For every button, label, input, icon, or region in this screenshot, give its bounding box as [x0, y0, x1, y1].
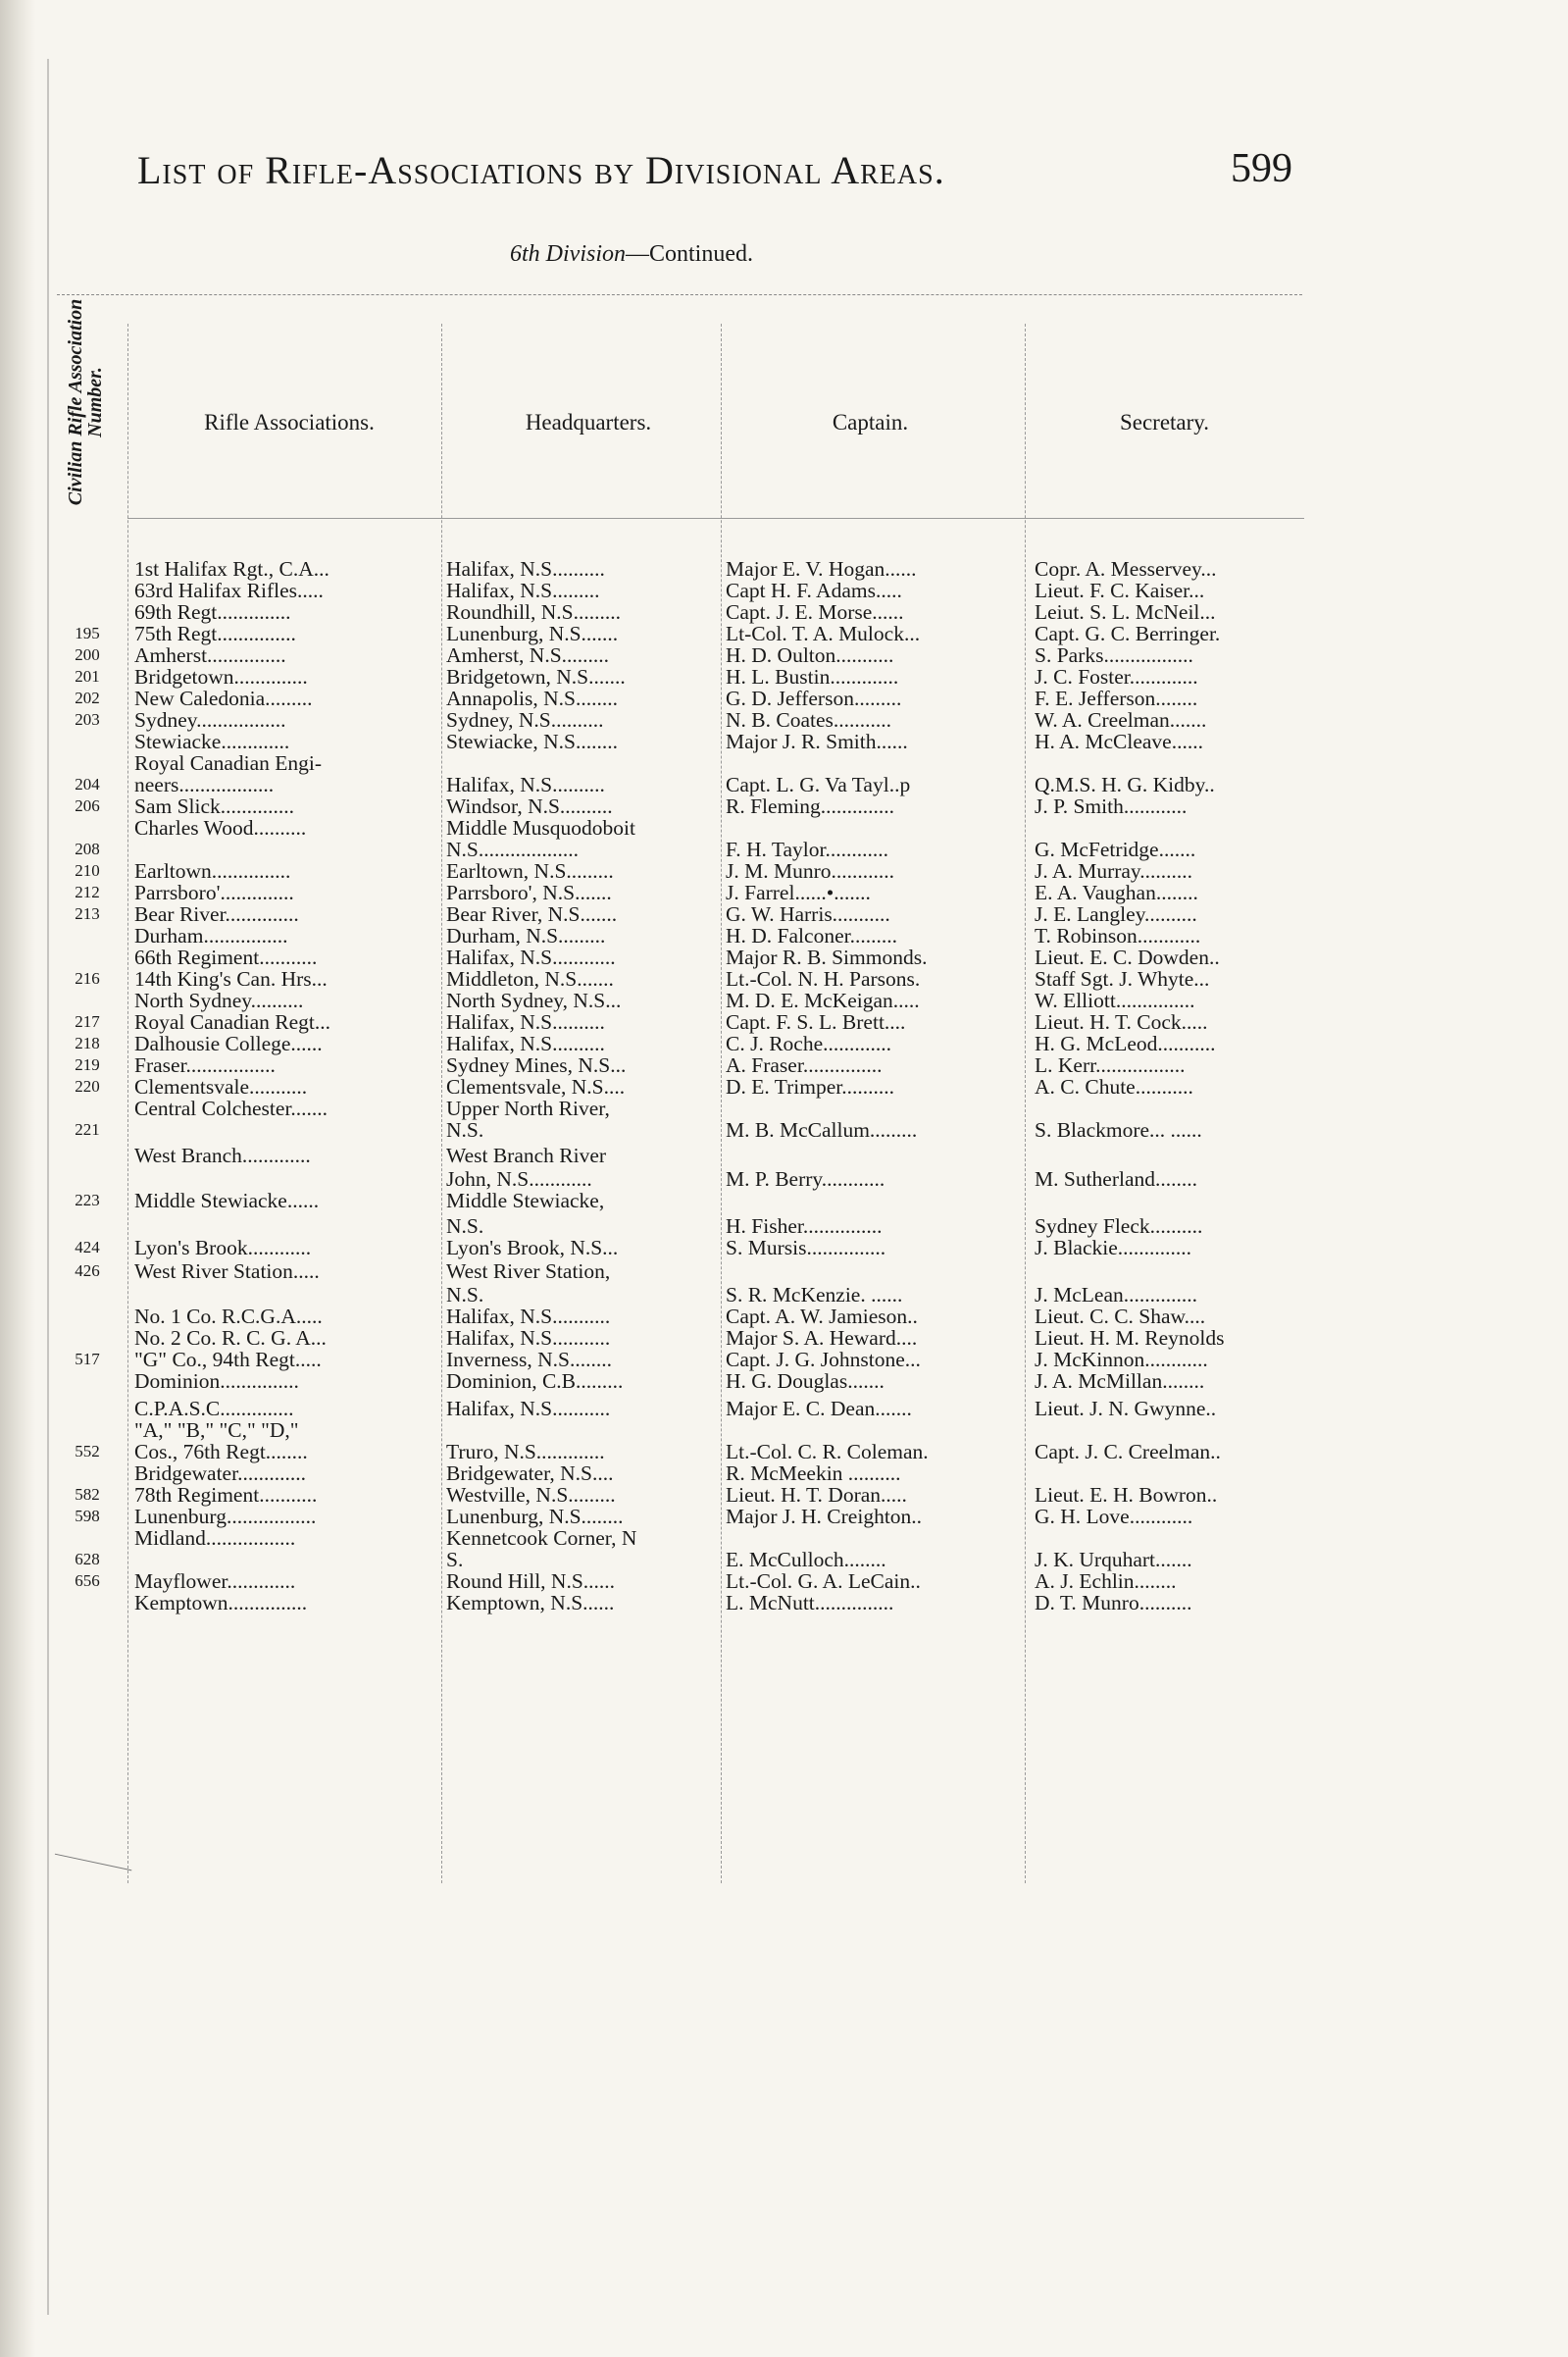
- cell-hq: Kemptown, N.S......: [446, 1591, 615, 1614]
- cell-assoc: No. 2 Co. R. C. G. A...: [134, 1326, 327, 1350]
- cell-num: 628: [75, 1550, 100, 1568]
- cell-assoc: Cos., 76th Regt........: [134, 1440, 308, 1463]
- cell-hq: Windsor, N.S..........: [446, 794, 613, 818]
- cell-hq: Westville, N.S.........: [446, 1483, 616, 1507]
- cell-cap: Major S. A. Heward....: [726, 1326, 918, 1350]
- cell-cap: J. Farrel......•.......: [726, 881, 871, 904]
- cell-cap: Capt H. F. Adams.....: [726, 579, 902, 602]
- cell-hq: Dominion, C.B.........: [446, 1369, 624, 1393]
- cell-hq: N.S.: [446, 1214, 484, 1238]
- cell-assoc: Durham................: [134, 924, 288, 948]
- page-number: 599: [1231, 146, 1292, 191]
- cell-assoc: Bridgewater.............: [134, 1461, 306, 1485]
- cell-cap: Lt.-Col. G. A. LeCain..: [726, 1569, 921, 1593]
- cell-cap: G. W. Harris...........: [726, 902, 890, 926]
- cell-cap: Capt. J. E. Morse......: [726, 600, 904, 624]
- cell-sec: S. Parks.................: [1035, 643, 1193, 667]
- cell-hq: S.: [446, 1548, 464, 1571]
- column-divider: [127, 324, 128, 1883]
- cell-assoc: 75th Regt...............: [134, 622, 296, 645]
- cell-cap: Lt.-Col. N. H. Parsons.: [726, 967, 921, 991]
- cell-assoc: 14th King's Can. Hrs...: [134, 967, 328, 991]
- cell-cap: S. Mursis...............: [726, 1236, 886, 1259]
- cell-assoc: 63rd Halifax Rifles.....: [134, 579, 324, 602]
- cell-cap: H. D. Falconer.........: [726, 924, 897, 948]
- cell-cap: R. Fleming..............: [726, 794, 895, 818]
- cell-sec: Leiut. S. L. McNeil...: [1035, 600, 1216, 624]
- cell-hq: N.S...................: [446, 838, 579, 861]
- cell-cap: F. H. Taylor............: [726, 838, 888, 861]
- cell-assoc: New Caledonia.........: [134, 687, 313, 710]
- cell-cap: Major E. V. Hogan......: [726, 557, 917, 581]
- cell-hq: Round Hill, N.S......: [446, 1569, 616, 1593]
- cell-hq: Middleton, N.S.......: [446, 967, 614, 991]
- cell-hq: Clementsvale, N.S....: [446, 1075, 626, 1099]
- cell-sec: G. McFetridge.......: [1035, 838, 1196, 861]
- cell-assoc: Sam Slick..............: [134, 794, 295, 818]
- cell-sec: M. Sutherland........: [1035, 1167, 1198, 1191]
- page-title: List of Rifle-Associations by Divisional Areas.: [137, 148, 945, 192]
- cell-sec: E. A. Vaughan........: [1035, 881, 1198, 904]
- cell-num: 582: [75, 1485, 100, 1504]
- cell-sec: A. C. Chute...........: [1035, 1075, 1193, 1099]
- cell-hq: Bridgewater, N.S....: [446, 1461, 614, 1485]
- cell-hq: Middle Stewiacke,: [446, 1189, 605, 1212]
- cell-cap: M. B. McCallum.........: [726, 1118, 918, 1142]
- cell-hq: Halifax, N.S...........: [446, 1397, 611, 1420]
- cell-num: 552: [75, 1442, 100, 1460]
- cell-num: 598: [75, 1507, 100, 1525]
- cell-assoc: Central Colchester.......: [134, 1097, 329, 1120]
- cell-assoc: Royal Canadian Engi-: [134, 751, 323, 775]
- cell-assoc: West Branch.............: [134, 1144, 311, 1167]
- cell-num: 517: [75, 1350, 100, 1368]
- cell-cap: S. R. McKenzie. ......: [726, 1283, 903, 1307]
- cell-sec: D. T. Munro..........: [1035, 1591, 1192, 1614]
- cell-hq: Kennetcook Corner, N: [446, 1526, 637, 1550]
- cell-sec: L. Kerr.................: [1035, 1053, 1186, 1077]
- cell-num: 426: [75, 1261, 100, 1280]
- cell-cap: L. McNutt...............: [726, 1591, 894, 1614]
- cell-sec: J. P. Smith............: [1035, 794, 1188, 818]
- cell-num: 195: [75, 624, 100, 642]
- cell-num: 216: [75, 969, 100, 988]
- cell-num: 213: [75, 904, 100, 923]
- cell-hq: Lunenburg, N.S........: [446, 1505, 624, 1528]
- cell-sec: Capt. G. C. Berringer.: [1035, 622, 1221, 645]
- cell-sec: S. Blackmore... ......: [1035, 1118, 1202, 1142]
- cell-cap: A. Fraser...............: [726, 1053, 883, 1077]
- column-divider: [1025, 324, 1026, 1883]
- cell-hq: Halifax, N.S...........: [446, 1305, 611, 1328]
- header-bottom-rule: [127, 518, 1304, 520]
- end-mark: [55, 1854, 132, 1872]
- cell-sec: T. Robinson............: [1035, 924, 1201, 948]
- cell-sec: W. A. Creelman.......: [1035, 708, 1207, 732]
- cell-num: 218: [75, 1034, 100, 1052]
- cell-assoc: Royal Canadian Regt...: [134, 1010, 331, 1034]
- cell-sec: J. Blackie..............: [1035, 1236, 1192, 1259]
- cell-hq: Inverness, N.S........: [446, 1348, 612, 1371]
- cell-cap: D. E. Trimper..........: [726, 1075, 895, 1099]
- cell-sec: J. A. McMillan........: [1035, 1369, 1205, 1393]
- cell-hq: Truro, N.S.............: [446, 1440, 605, 1463]
- page-subtitle: [510, 241, 753, 268]
- header-rifle-associations: Rifle Associations.: [204, 410, 375, 435]
- header-top-rule: [57, 294, 1302, 296]
- cell-hq: Roundhill, N.S.........: [446, 600, 621, 624]
- cell-hq: Halifax, N.S.........: [446, 579, 600, 602]
- cell-cap: Lieut. H. T. Doran.....: [726, 1483, 907, 1507]
- cell-assoc: Bridgetown..............: [134, 665, 308, 689]
- cell-sec: J. McLean..............: [1035, 1283, 1197, 1307]
- cell-num: 656: [75, 1571, 100, 1590]
- cell-assoc: Midland.................: [134, 1526, 296, 1550]
- cell-sec: J. McKinnon............: [1035, 1348, 1208, 1371]
- header-headquarters: Headquarters.: [525, 410, 652, 435]
- cell-hq: Earltown, N.S.........: [446, 859, 614, 883]
- cell-num: 223: [75, 1191, 100, 1209]
- cell-hq: Halifax, N.S............: [446, 946, 616, 969]
- cell-hq: Halifax, N.S..........: [446, 1032, 605, 1055]
- cell-hq: John, N.S............: [446, 1167, 592, 1191]
- cell-hq: Halifax, N.S..........: [446, 1010, 605, 1034]
- cell-cap: Lt.-Col. C. R. Coleman.: [726, 1440, 929, 1463]
- page-edge-line: [47, 59, 49, 2315]
- cell-sec: F. E. Jefferson........: [1035, 687, 1198, 710]
- cell-sec: Copr. A. Messervey...: [1035, 557, 1217, 581]
- cell-cap: E. McCulloch........: [726, 1548, 886, 1571]
- cell-assoc: Amherst...............: [134, 643, 286, 667]
- cell-assoc: Mayflower.............: [134, 1569, 296, 1593]
- cell-sec: Capt. J. C. Creelman..: [1035, 1440, 1221, 1463]
- cell-assoc: Kemptown...............: [134, 1591, 308, 1614]
- cell-hq: Amherst, N.S.........: [446, 643, 610, 667]
- subtitle-continued: —Continued.: [626, 241, 753, 267]
- cell-hq: Middle Musquodoboit: [446, 816, 635, 840]
- cell-cap: N. B. Coates...........: [726, 708, 892, 732]
- cell-sec: Q.M.S. H. G. Kidby..: [1035, 773, 1215, 796]
- cell-cap: H. D. Oulton...........: [726, 643, 894, 667]
- cell-sec: W. Elliott...............: [1035, 989, 1195, 1012]
- cell-num: 202: [75, 689, 100, 707]
- cell-cap: C. J. Roche.............: [726, 1032, 892, 1055]
- cell-cap: Major E. C. Dean.......: [726, 1397, 912, 1420]
- cell-cap: Capt. J. G. Johnstone...: [726, 1348, 921, 1371]
- cell-num: 424: [75, 1238, 100, 1256]
- cell-assoc: North Sydney..........: [134, 989, 304, 1012]
- cell-sec: Lieut. E. H. Bowron..: [1035, 1483, 1218, 1507]
- cell-assoc: West River Station.....: [134, 1259, 320, 1283]
- cell-num: 219: [75, 1055, 100, 1074]
- cell-assoc: Dalhousie College......: [134, 1032, 323, 1055]
- cell-sec: J. A. Murray..........: [1035, 859, 1193, 883]
- cell-sec: Staff Sgt. J. Whyte...: [1035, 967, 1210, 991]
- cell-assoc: Fraser.................: [134, 1053, 276, 1077]
- cell-assoc: No. 1 Co. R.C.G.A.....: [134, 1305, 323, 1328]
- cell-assoc: "A," "B," "C," "D,": [134, 1418, 299, 1442]
- cell-hq: Sydney Mines, N.S...: [446, 1053, 627, 1077]
- cell-assoc: Lyon's Brook............: [134, 1236, 312, 1259]
- cell-cap: M. P. Berry............: [726, 1167, 885, 1191]
- cell-hq: Sydney, N.S..........: [446, 708, 604, 732]
- cell-sec: Lieut. E. C. Dowden..: [1035, 946, 1220, 969]
- cell-assoc: neers..................: [134, 773, 275, 796]
- header-number-label: Civilian Rifle Association Number.: [65, 298, 106, 506]
- cell-cap: Major J. H. Creighton..: [726, 1505, 923, 1528]
- cell-hq: Halifax, N.S..........: [446, 557, 605, 581]
- cell-assoc: Dominion...............: [134, 1369, 299, 1393]
- cell-assoc: "G" Co., 94th Regt.....: [134, 1348, 322, 1371]
- cell-cap: M. D. E. McKeigan.....: [726, 989, 920, 1012]
- cell-hq: Lyon's Brook, N.S...: [446, 1236, 619, 1259]
- cell-sec: Lieut. C. C. Shaw....: [1035, 1305, 1206, 1328]
- cell-cap: Major J. R. Smith......: [726, 730, 908, 753]
- cell-num: 220: [75, 1077, 100, 1096]
- cell-sec: Lieut. H. M. Reynolds: [1035, 1326, 1225, 1350]
- cell-cap: H. L. Bustin.............: [726, 665, 899, 689]
- cell-cap: Capt. F. S. L. Brett....: [726, 1010, 906, 1034]
- cell-assoc: Sydney.................: [134, 708, 286, 732]
- cell-hq: West Branch River: [446, 1144, 607, 1167]
- cell-cap: H. G. Douglas.......: [726, 1369, 885, 1393]
- header-captain: Captain.: [832, 410, 909, 435]
- cell-num: 200: [75, 645, 100, 664]
- cell-num: 210: [75, 861, 100, 880]
- scan-margin: [0, 0, 35, 2357]
- cell-hq: N.S.: [446, 1283, 484, 1307]
- cell-num: 221: [75, 1120, 100, 1139]
- cell-sec: Lieut. H. T. Cock.....: [1035, 1010, 1208, 1034]
- cell-num: 208: [75, 840, 100, 858]
- cell-sec: J. K. Urquhart.......: [1035, 1548, 1192, 1571]
- cell-hq: Stewiacke, N.S........: [446, 730, 618, 753]
- cell-sec: G. H. Love............: [1035, 1505, 1193, 1528]
- cell-cap: H. Fisher...............: [726, 1214, 883, 1238]
- cell-assoc: Parrsboro'..............: [134, 881, 294, 904]
- column-divider: [441, 324, 442, 1883]
- cell-sec: A. J. Echlin........: [1035, 1569, 1177, 1593]
- cell-assoc: Earltown...............: [134, 859, 291, 883]
- cell-assoc: 78th Regiment...........: [134, 1483, 318, 1507]
- cell-sec: H. A. McCleave......: [1035, 730, 1203, 753]
- subtitle-division: 6th Division: [510, 241, 626, 267]
- cell-cap: Lt-Col. T. A. Mulock...: [726, 622, 921, 645]
- cell-sec: J. E. Langley..........: [1035, 902, 1197, 926]
- cell-hq: Parrsboro', N.S.......: [446, 881, 612, 904]
- cell-assoc: Bear River..............: [134, 902, 299, 926]
- cell-sec: Lieut. F. C. Kaiser...: [1035, 579, 1205, 602]
- cell-hq: West River Station,: [446, 1259, 611, 1283]
- cell-hq: Bear River, N.S.......: [446, 902, 618, 926]
- cell-hq: N.S.: [446, 1118, 484, 1142]
- cell-assoc: Stewiacke.............: [134, 730, 290, 753]
- cell-num: 212: [75, 883, 100, 901]
- cell-num: 203: [75, 710, 100, 729]
- cell-hq: Halifax, N.S..........: [446, 773, 605, 796]
- cell-assoc: C.P.A.S.C..............: [134, 1397, 294, 1420]
- cell-num: 201: [75, 667, 100, 686]
- cell-assoc: Clementsvale...........: [134, 1075, 308, 1099]
- cell-sec: Lieut. J. N. Gwynne..: [1035, 1397, 1217, 1420]
- cell-assoc: Lunenburg.................: [134, 1505, 317, 1528]
- header-number-column: [51, 294, 120, 510]
- cell-hq: Upper North River,: [446, 1097, 610, 1120]
- cell-num: 204: [75, 775, 100, 794]
- cell-num: 206: [75, 796, 100, 815]
- cell-cap: Capt. L. G. Va Tayl..p: [726, 773, 911, 796]
- cell-assoc: 69th Regt..............: [134, 600, 291, 624]
- cell-sec: Sydney Fleck..........: [1035, 1214, 1203, 1238]
- cell-sec: J. C. Foster.............: [1035, 665, 1198, 689]
- cell-hq: North Sydney, N.S...: [446, 989, 622, 1012]
- cell-assoc: 1st Halifax Rgt., C.A...: [134, 557, 329, 581]
- cell-hq: Annapolis, N.S........: [446, 687, 618, 710]
- cell-hq: Bridgetown, N.S.......: [446, 665, 626, 689]
- cell-sec: H. G. McLeod...........: [1035, 1032, 1216, 1055]
- cell-cap: G. D. Jefferson.........: [726, 687, 902, 710]
- cell-assoc: Middle Stewiacke......: [134, 1189, 320, 1212]
- cell-assoc: Charles Wood..........: [134, 816, 307, 840]
- header-secretary: Secretary.: [1119, 410, 1210, 435]
- cell-cap: R. McMeekin ..........: [726, 1461, 901, 1485]
- cell-hq: Durham, N.S.........: [446, 924, 606, 948]
- cell-cap: J. M. Munro............: [726, 859, 895, 883]
- cell-hq: Halifax, N.S...........: [446, 1326, 611, 1350]
- cell-hq: Lunenburg, N.S.......: [446, 622, 619, 645]
- cell-num: 217: [75, 1012, 100, 1031]
- cell-assoc: 66th Regiment...........: [134, 946, 318, 969]
- cell-cap: Capt. A. W. Jamieson..: [726, 1305, 918, 1328]
- cell-cap: Major R. B. Simmonds.: [726, 946, 928, 969]
